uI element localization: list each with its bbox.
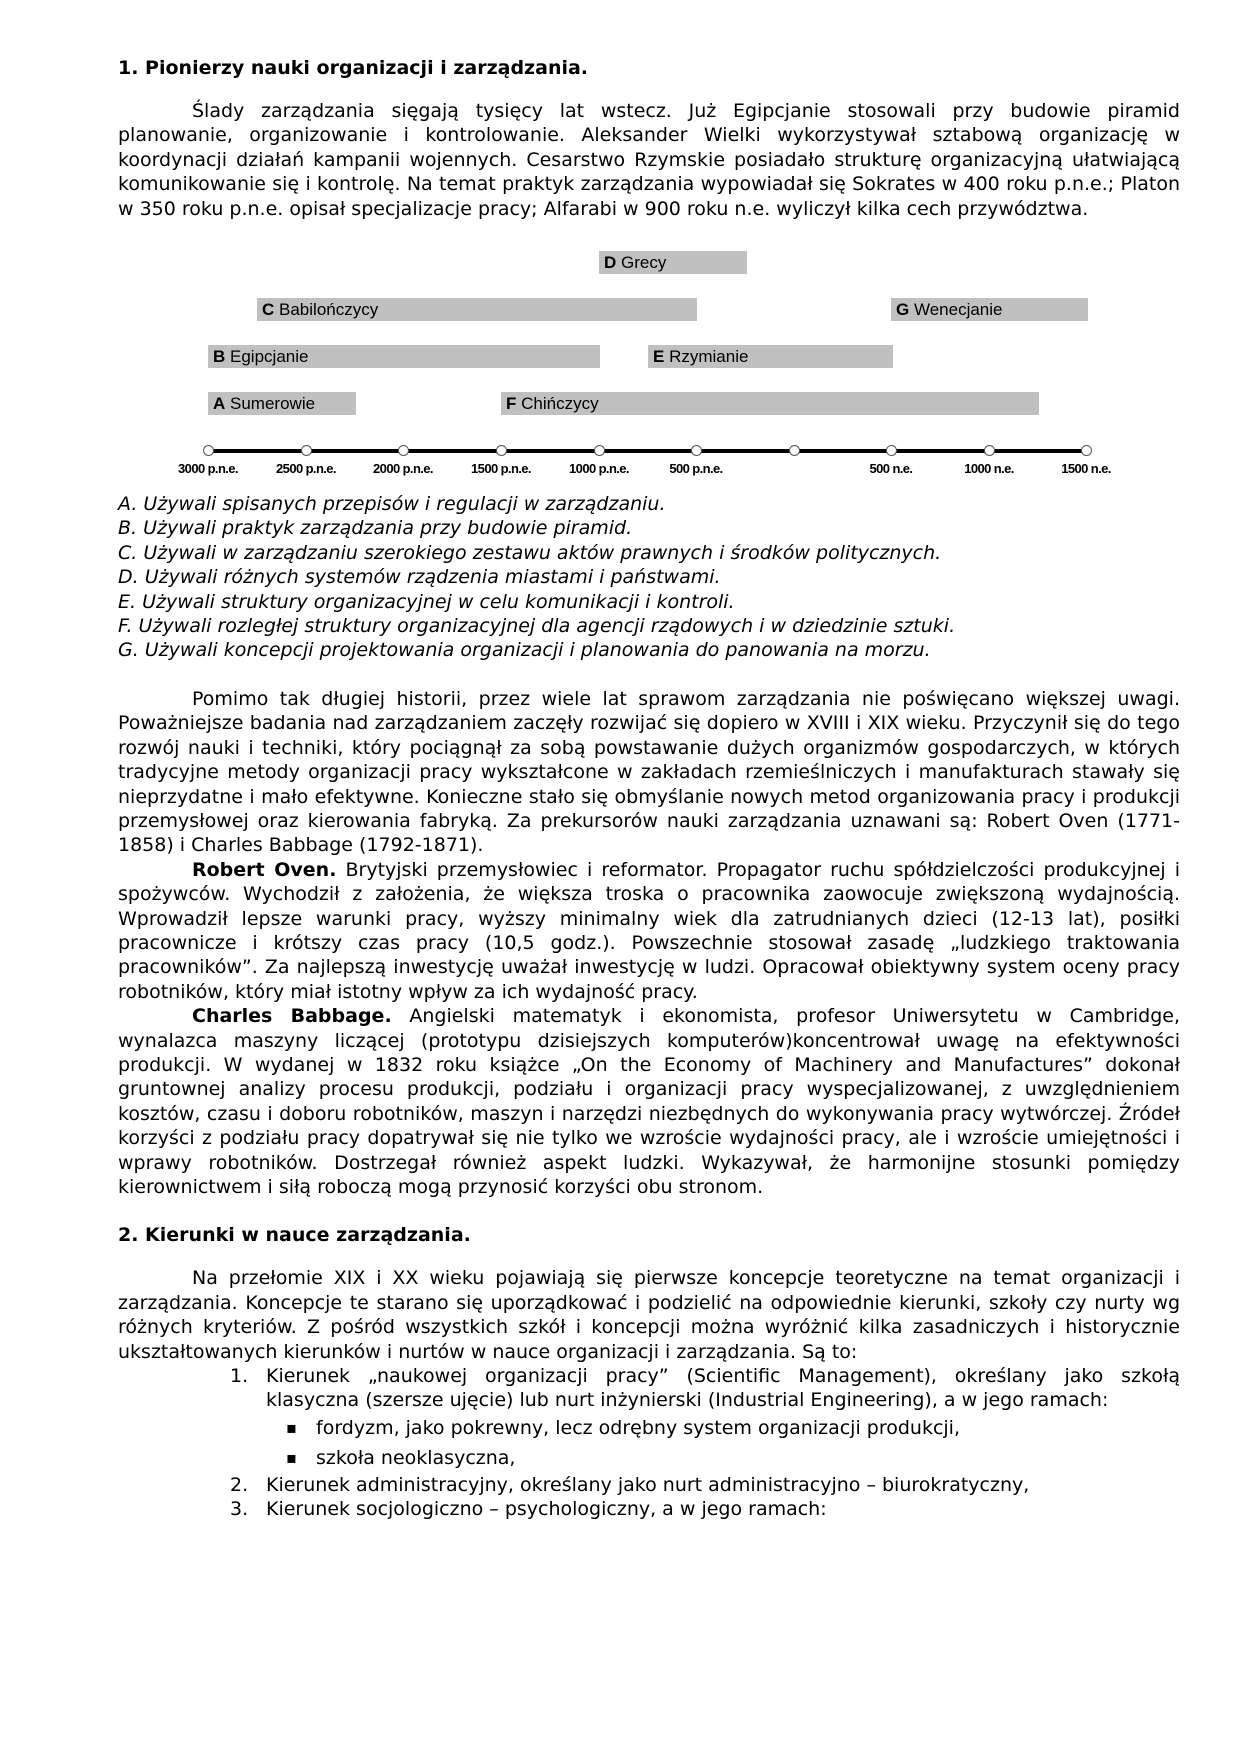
legend-item-b: B. Używali praktyk zarządzania przy budowie piramid. <box>118 517 633 540</box>
timeline-dot <box>984 445 995 456</box>
timeline-dot <box>398 445 409 456</box>
section-1-intro: Ślady zarządzania sięgają tysięcy lat wstecz. Już Egipcjanie stosowali przy budowie piramid planowanie, organizowanie i kontrolowanie. Aleksander Wielki wykorzystywał sztabową organizację w koordynacji działań kampanii wojennych. Cesarstwo Rzymskie posiadało strukturę organizacyjną ułatwiającą komunikowanie się i kontrolę. Na temat praktyk zarządzania wypowiadał się Sokrates w 400 roku p.n.e.; Platon w 350 roku p.n.e. opisał specjalizacje pracy; Alfarabi w 900 roku n.e. wyliczył kilka cech przywództwa. <box>118 100 1180 220</box>
timeline-dot <box>691 445 702 456</box>
legend-item-c: C. Używali w zarządzaniu szerokiego zestawu aktów prawnych i środków politycznych. <box>118 541 942 564</box>
timeline-bar-a: A Sumerowie <box>208 392 356 415</box>
directions-list <box>118 1364 1180 1522</box>
timeline-bar-c: C Babilończycy <box>257 298 697 321</box>
babbage-name: Charles Babbage. <box>192 1005 392 1028</box>
legend-item-d: D. Używali różnych systemów rządzenia miastami i państwami. <box>118 566 721 589</box>
timeline-tick-label: 500 p.n.e. <box>669 461 723 477</box>
timeline-tick-label: 2000 p.n.e. <box>373 461 433 477</box>
section-1-heading: 1. Pionierzy nauki organizacji i zarządzania. <box>118 57 589 79</box>
legend-item-a: A. Używali spisanych przepisów i regulacji w zarządzaniu. <box>118 493 666 516</box>
document-page <box>118 56 1180 1522</box>
list-item: 3. Kierunek socjologiczno – psychologiczny, a w jego ramach: <box>230 1498 827 1521</box>
timeline-tick-label: 1000 p.n.e. <box>569 461 629 477</box>
history-paragraph: Pomimo tak długiej historii, przez wiele lat sprawom zarządzania nie poświęcano większej uwagi. Poważniejsze badania nad zarządzaniem zaczęły rozwijać się dopiero w XVIII i XIX wieku. Przyczynił się do tego rozwój nauki i techniki, który pociągnął za sobą powstawanie dużych organizmów gospodarczych, w których tradycyjne metody organizacji pracy wykształcone w zakładach rzemieślniczych i manufakturach stawały się nieprzydatne i mało efektywne. Konieczne stało się obmyślanie nowych metod organizowania pracy i produkcji przemysłowej oraz kierowania fabryką. Za prekursorów nauki zarządzania uznawani są: Robert Oven (1771-1858) i Charles Babbage (1792-1871). <box>118 687 1180 857</box>
timeline-tick-label: 2500 p.n.e. <box>276 461 336 477</box>
timeline-bar-b: B Egipcjanie <box>208 345 600 368</box>
timeline-bar-e: E Rzymianie <box>648 345 893 368</box>
sub-list-item: ▪ szkoła neoklasyczna, <box>266 1443 1180 1473</box>
oven-text: Brytyjski przemysłowiec i reformator. Propagator ruchu spółdzielczości produkcyjnej i spożywców. Wychodził z założenia, że większa troska o pracownika zaowocuje zwiększoną wydajnością. Wprowadził lepsze warunki pracy, wyższy minimalny wiek dla zatrudnianych dzieci (12-13 lat), posiłki pracownicze i krótszy czas pracy (10,5 godz.). Powszechnie stosował zasadę „ludzkiego traktowania pracowników”. Za najlepszą inwestycję uważał inwestycję w ludzi. Opracował obiektywny system oceny pracy robotników, który miał istotny wpływ za ich wydajność pracy. <box>118 858 1180 1003</box>
legend-item-g: G. Używali koncepcji projektowania organizacji i planowania do panowania na morzu. <box>118 639 931 662</box>
timeline-bar-d: D Grecy <box>599 251 747 274</box>
timeline-axis <box>206 449 1086 453</box>
list-item: 1. Kierunek „naukowej organizacji pracy” (Scientific Management), określany jako szkołą klasyczna (szersze ujęcie) lub nurt inżynierski (Industrial Engineering), a w jego ramach: ▪ fordyzm, jako pokrewny, lecz odrębny system organizacji produkcji, ▪ szkoła neoklasyczna, <box>118 1364 1180 1473</box>
babbage-text: Angielski matematyk i ekonomista, profesor Uniwersytetu w Cambridge, wynalazca maszyny liczącej (prototypu dzisiejszych komputerów)koncentrował uwagę na efektywności produkcji. W wydanej w 1832 roku książce „On the Economy of Machinery and Manufactures” dokonał gruntownej analizy procesu produkcji, podziału i organizacji pracy wyspecjalizowanej, z uwzględnieniem kosztów, czasu i doboru robotników, maszyn i narzędzi niezbędnych do wykonywania pracy wytwórczej. Źródeł korzyści z podziału pracy dopatrywał się nie tylko we wzroście wydajności pracy, ale i wzroście umiejętności i wprawy robotników. Dostrzegał również aspekt ludzki. Wykazywał, że harmonijne stosunki pomiędzy kierownictwem i siłą roboczą mogą przynosić korzyści obu stronom. <box>118 1005 1181 1198</box>
timeline-legend <box>118 492 1180 663</box>
timeline-tick-label: 3000 p.n.e. <box>178 461 238 477</box>
sub-list-item: ▪ fordyzm, jako pokrewny, lecz odrębny system organizacji produkcji, <box>266 1413 1180 1443</box>
timeline-dot <box>789 445 800 456</box>
timeline-dot <box>594 445 605 456</box>
legend-item-f: F. Używali rozległej struktury organizacyjnej dla agencji rządowych i w dziedzinie sztuki. <box>118 615 956 638</box>
timeline-bar-g: G Wenecjanie <box>891 298 1088 321</box>
timeline-bar-f: F Chińczycy <box>501 392 1039 415</box>
timeline-tick-label: 500 n.e. <box>869 461 913 477</box>
section-2-intro: Na przełomie XIX i XX wieku pojawiają się pierwsze koncepcje teoretyczne na temat organizacji i zarządzania. Koncepcje te starano się uporządkować i podzielić na odpowiednie kierunki, szkoły czy nurty wg różnych kryteriów. Z pośród wszystkich szkół i koncepcji można wyróżnić kilka zasadniczych i historycznie ukształtowanych kierunków i nurtów w nauce organizacji i zarządzania. Są to: <box>118 1267 1180 1363</box>
timeline-dot <box>496 445 507 456</box>
list-item: 2. Kierunek administracyjny, określany jako nurt administracyjno – biurokratyczny, <box>230 1473 1030 1496</box>
legend-item-e: E. Używali struktury organizacyjnej w celu komunikacji i kontroli. <box>118 590 735 613</box>
timeline-dot <box>1081 445 1092 456</box>
timeline-tick-label: 1000 n.e. <box>964 461 1014 477</box>
babbage-paragraph <box>118 1004 1180 1199</box>
timeline-dot <box>301 445 312 456</box>
history-timeline <box>118 251 1180 481</box>
sub-list <box>266 1413 1180 1473</box>
oven-paragraph <box>118 858 1180 1004</box>
timeline-dot <box>203 445 214 456</box>
timeline-dot <box>886 445 897 456</box>
timeline-tick-label: 1500 n.e. <box>1061 461 1111 477</box>
timeline-tick-label: 1500 p.n.e. <box>471 461 531 477</box>
section-2-heading: 2. Kierunki w nauce zarządzania. <box>118 1224 471 1247</box>
oven-name: Robert Oven. <box>192 858 337 881</box>
